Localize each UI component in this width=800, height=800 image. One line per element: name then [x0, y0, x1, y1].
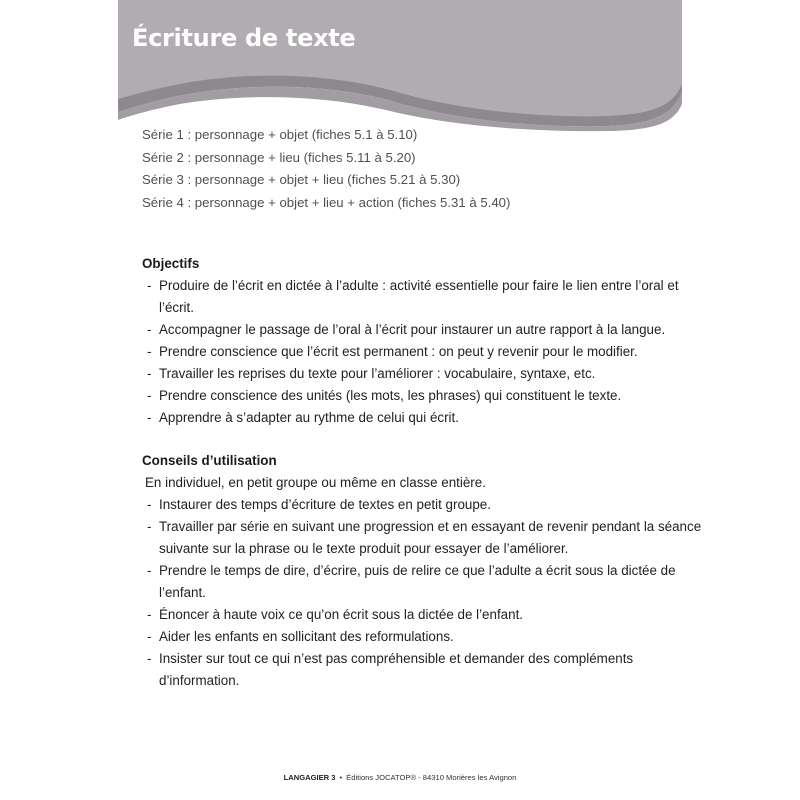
header-wave-shape: [118, 0, 682, 132]
series-list: [142, 124, 510, 214]
bullet-dash: -: [147, 388, 152, 403]
section-title-objectifs: Objectifs: [142, 256, 200, 271]
objectif-item: - Travailler les reprises du texte pour l’améliorer : vocabulaire, syntaxe, etc.: [142, 363, 702, 385]
objectif-item: - Prendre conscience que l’écrit est permanent : on peut y revenir pour le modifier.: [142, 341, 702, 363]
objectif-item: - Produire de l’écrit en dictée à l’adulte : activité essentielle pour faire le lien entre l’oral et l’écrit.: [142, 275, 702, 319]
footer-brand: LANGAGIER 3: [283, 773, 336, 782]
footer-publisher: Éditions JOCATOP® - 84310 Morières les Avignon: [346, 773, 517, 782]
page-footer: [0, 773, 800, 782]
conseil-item: - Instaurer des temps d’écriture de textes en petit groupe.: [142, 494, 702, 516]
conseils-section: [142, 450, 702, 692]
series-item: Série 3 : personnage + objet + lieu (fiches 5.21 à 5.30): [142, 172, 461, 187]
conseils-intro: En individuel, en petit groupe ou même en classe entière.: [145, 475, 486, 490]
conseil-item: - Aider les enfants en sollicitant des reformulations.: [142, 626, 702, 648]
objectifs-section: [142, 253, 702, 429]
series-item: Série 4 : personnage + objet + lieu + action (fiches 5.31 à 5.40): [142, 194, 511, 210]
bullet-dash: -: [147, 629, 152, 644]
bullet-dash: -: [147, 651, 152, 666]
conseil-item: - Travailler par série en suivant une progression et en essayant de revenir pendant la séance suivante sur la phrase ou le texte produit pour essayer de l’améliorer.: [142, 516, 702, 560]
objectifs-list: [142, 275, 702, 429]
conseils-list: [142, 494, 702, 692]
page-title: Écriture de texte: [132, 24, 356, 52]
bullet-dash: -: [147, 366, 152, 381]
bullet-dash: -: [147, 322, 152, 337]
bullet-dash: -: [147, 278, 152, 293]
header-banner: [118, 0, 682, 132]
objectif-item: - Accompagner le passage de l’oral à l’écrit pour instaurer un autre rapport à la langue.: [142, 319, 702, 341]
bullet-dash: -: [147, 410, 152, 425]
conseil-item: - Insister sur tout ce qui n’est pas compréhensible et demander des compléments d’information.: [142, 648, 702, 692]
conseil-item: - Prendre le temps de dire, d’écrire, puis de relire ce que l’adulte a écrit sous la dictée de l’enfant.: [142, 560, 702, 604]
series-item: Série 2 : personnage + lieu (fiches 5.11 à 5.20): [142, 149, 416, 165]
footer-separator: •: [339, 773, 343, 782]
section-title-conseils: Conseils d’utilisation: [142, 453, 277, 468]
bullet-dash: -: [147, 563, 152, 578]
bullet-dash: -: [147, 607, 152, 622]
objectif-item: - Apprendre à s’adapter au rythme de celui qui écrit.: [142, 407, 702, 429]
series-item: Série 1 : personnage + objet (fiches 5.1 à 5.10): [142, 127, 418, 142]
bullet-dash: -: [147, 344, 152, 359]
bullet-dash: -: [147, 519, 152, 534]
conseil-item: - Énoncer à haute voix ce qu’on écrit sous la dictée de l’enfant.: [142, 604, 702, 626]
bullet-dash: -: [147, 497, 152, 512]
objectif-item: - Prendre conscience des unités (les mots, les phrases) qui constituent le texte.: [142, 385, 702, 407]
